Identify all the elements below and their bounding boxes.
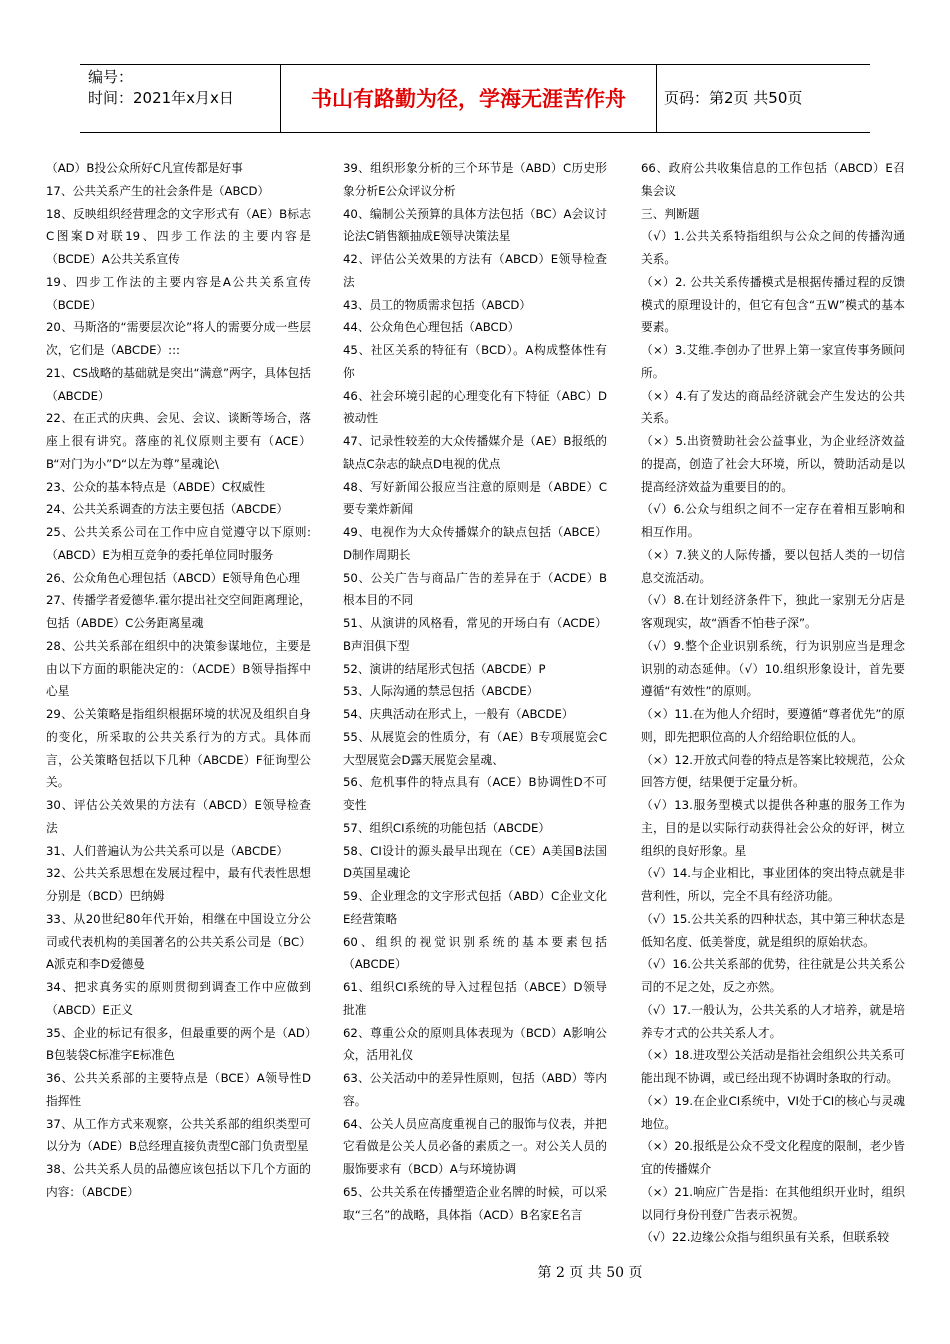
text-column-3 <box>641 157 905 1249</box>
paragraph: 34、把求真务实的原则贯彻到调查工作中应做到（ABCD）E正义 <box>46 980 311 1017</box>
paragraph: 63、公关活动中的差异性原则，包括（ABD）等内容。 <box>343 1071 607 1108</box>
paragraph: 24、公共关系调查的方法主要包括（ABCDE） <box>46 502 289 517</box>
paragraph: 60、组织的视觉识别系统的基本要素包括（ABCDE） <box>343 934 607 972</box>
paragraph: 46、社会环境引起的心理变化有下特征（ABC）D被动性 <box>343 388 607 426</box>
paragraph: 58、CI设计的源头最早出现在（CE）A美国B法国D英国星魂论 <box>343 843 607 881</box>
paragraph: 47、记录性较差的大众传播媒介是（AE）B报纸的缺点C杂志的缺点D电视的优点 <box>343 434 607 471</box>
paragraph: （×）19.在企业CI系统中，VI处于CI的核心与灵魂地位。 <box>641 1093 905 1131</box>
paragraph: （×）2. 公共关系传播模式是根据传播过程的反馈模式的原理设计的，但它有包含“五W”模式的基本要素。 <box>641 274 905 335</box>
paragraph: 43、员工的物质需求包括（ABCD） <box>343 297 532 312</box>
paragraph: 59、企业理念的文字形式包括（ABD）C企业文化E经营策略 <box>343 889 607 926</box>
page-header <box>80 64 870 133</box>
text-column-2 <box>343 157 607 1226</box>
paragraph: 35、企业的标记有很多，但最重要的两个是（AD）B包装袋C标准字E标准色 <box>46 1025 311 1063</box>
paragraph: 50、公关广告与商品广告的差异在于（ACDE）B根本目的不同 <box>343 570 607 608</box>
paragraph: （×）5.出资赞助社会公益事业，为企业经济效益的提高，创造了社会大环境，所以，赞助活动是以提高经济效益为重要目的的。 <box>641 434 905 494</box>
paragraph: 53、人际沟通的禁忌包括（ABCDE） <box>343 684 539 699</box>
paragraph: （√）6.公众与组织之间不一定存在着相互影响和相互作用。 <box>641 502 905 539</box>
paragraph: 52、演讲的结尾形式包括（ABCDE）P <box>343 661 546 676</box>
paragraph: 62、尊重公众的原则具体表现为（BCD）A影响公众，活用礼仪 <box>343 1025 607 1063</box>
paragraph: （√）16.公共关系部的优势，往往就是公共关系公司的不足之处，反之亦然。 <box>641 957 905 994</box>
paragraph: 17、公共关系产生的社会条件是（ABCD） <box>46 183 270 198</box>
paragraph: （×）18.进攻型公关活动是指社会组织公共关系可能出现不协调，或已经出现不协调时条取的行动。 <box>641 1048 905 1085</box>
number-label: 编号： <box>88 68 134 86</box>
header-page-info: 页码：第2页 共50页 <box>664 89 803 107</box>
paragraph: 25、公共关系公司在工作中应自觉遵守以下原则:（ABCD）E为相互竞争的委托单位同时服务 <box>46 525 311 562</box>
paragraph: （√）22.边缘公众指与组织虽有关系，但联系较 <box>641 1230 890 1245</box>
paragraph: 56、危机事件的特点具有（ACE）B协调性D不可变性 <box>343 775 607 812</box>
paragraph: 33、从20世纪80年代开始，相继在中国设立分公司或代表机构的美国著名的公共关系公司是（BC）A派克和李D爱德曼 <box>46 911 311 972</box>
paragraph: 49、电视作为大众传播媒介的缺点包括（ABCE）D制作周期长 <box>343 525 607 562</box>
paragraph: 51、从演讲的风格看，常见的开场白有（ACDE）B声泪俱下型 <box>343 616 607 653</box>
paragraph: （√）15.公共关系的四种状态，其中第三种状态是低知名度、低美誉度，就是组织的原始状态。 <box>641 911 905 949</box>
paragraph: 32、公共关系思想在发展过程中，最有代表性思想分别是（BCD）巴纳姆 <box>46 866 311 903</box>
paragraph: （√）9.整个企业识别系统，行为识别应当是理念识别的动态延伸。（√）10.组织形象设计，首先要遵循“有效性”的原则。 <box>641 638 905 699</box>
paragraph: （×）20.报纸是公众不受文化程度的限制，老少皆宜的传播媒介 <box>641 1139 905 1176</box>
paragraph: （√）14.与企业相比，事业团体的突出特点就是非营利性，所以，完全不具有经济功能。 <box>641 866 905 903</box>
paragraph: （×）12.开放式问卷的特点是答案比较规范，公众回答方便，结果便于定量分析。 <box>641 752 905 790</box>
paragraph: 36、公共关系部的主要特点是（BCE）A领导性D指挥性 <box>46 1071 311 1108</box>
paragraph: 28、公共关系部在组织中的决策参谋地位，主要是由以下方面的职能决定的：（ACDE）B领导指挥中心星 <box>46 638 311 699</box>
paragraph: 61、组织CI系统的导入过程包括（ABCE）D领导批准 <box>343 980 607 1017</box>
paragraph: （√）17.一般认为，公共关系的人才培养，就是培养专才式的公共关系人才。 <box>641 1002 905 1040</box>
paragraph: 39、组织形象分析的三个环节是（ABD）C历史形象分析E公众评议分析 <box>343 161 607 198</box>
paragraph: 65、公共关系在传播塑造企业名牌的时候，可以采取“三名”的战略，具体指（ACD）B名家E名言 <box>343 1184 607 1222</box>
paragraph: 64、公关人员应高度重视自己的服饰与仪表，并把它看做是公关人员必备的素质之一。对公关人员的服饰要求有（BCD）A与环境协调 <box>343 1116 607 1176</box>
paragraph: 66、政府公共收集信息的工作包括（ABCD）E召集会议 <box>641 161 905 198</box>
paragraph: （√）1.公共关系特指组织与公众之间的传播沟通关系。 <box>641 229 905 266</box>
paragraph: 44、公众角色心理包括（ABCD） <box>343 320 520 335</box>
paragraph: 23、公众的基本特点是（ABDE）C权威性 <box>46 479 266 494</box>
paragraph: 26、公众角色心理包括（ABCD）E领导角色心理 <box>46 570 300 585</box>
paragraph: 40、编制公关预算的具体方法包括（BC）A会议讨论法C销售额抽成E领导决策法星 <box>343 206 607 244</box>
paragraph: 38、公共关系人员的品德应该包括以下几个方面的内容：（ABCDE） <box>46 1162 311 1199</box>
paragraph: 57、组织CI系统的功能包括（ABCDE） <box>343 820 551 835</box>
paragraph: 19、四步工作法的主要内容是A公共关系宣传（BCDE） <box>46 274 311 312</box>
paragraph: 37、从工作方式来观察，公共关系部的组织类型可以分为（ADE）B总经理直接负责型C部门负责型星 <box>46 1116 311 1154</box>
paragraph: （×）21.响应广告是指：在其他组织开业时，组织以同行身份刊登广告表示祝贺。 <box>641 1184 905 1222</box>
header-meta <box>88 67 280 109</box>
paragraph: （√）8.在计划经济条件下，独此一家别无分店是客观现实，故“酒香不怕巷子深”。 <box>641 593 905 630</box>
paragraph: 27、传播学者爱德华.霍尔提出社交空间距离理论，包括（ABDE）C公务距离星魂 <box>46 593 311 630</box>
paragraph: 三、判断题 <box>641 206 700 221</box>
paragraph: 20、马斯洛的“需要层次论”将人的需要分成一些层次，它们是（ABCDE）::: <box>46 320 311 357</box>
paragraph: 29、公关策略是指组织根据环境的状况及组织自身的变化，所采取的公共关系行为的方式。具体而言，公关策略包括以下几种（ABCDE）F征询型公关。 <box>46 707 311 790</box>
paragraph: 22、在正式的庆典、会见、会议、谈断等场合，落座上很有讲究。落座的礼仪原则主要有（ACE）B“对门为小”D“以左为尊”星魂论\ <box>46 411 311 471</box>
paragraph: 31、人们普遍认为公共关系可以是（ABCDE） <box>46 843 289 858</box>
footer-page-number: 第 2 页 共 50 页 <box>537 1265 643 1281</box>
paragraph: 18、反映组织经营理念的文字形式有（AE）B标志C图案D对联19、四步工作法的主要内容是（BCDE）A公共关系宣传 <box>46 206 311 266</box>
paragraph: 42、评估公关效果的方法有（ABCD）E领导检查法 <box>343 252 607 289</box>
paragraph: （√）13.服务型模式以提供各种惠的服务工作为主，目的是以实际行动获得社会公众的好评，树立组织的良好形象。星 <box>641 798 905 858</box>
text-column-1 <box>46 157 311 1204</box>
header-motto: 书山有路勤为径，学海无涯苦作舟 <box>280 65 657 132</box>
paragraph: （×）7.狭义的人际传播，要以包括人类的一切信息交流活动。 <box>641 547 905 585</box>
paragraph: （AD）B投公众所好C凡宣传都是好事 <box>46 161 243 175</box>
paragraph: 55、从展览会的性质分，有（AE）B专项展览会C大型展览会D露天展览会星魂、 <box>343 729 607 767</box>
time-label: 时间：2021年x月x日 <box>88 89 234 107</box>
paragraph: 45、社区关系的特征有（BCD）。A构成整体性有你 <box>343 343 607 380</box>
paragraph: 54、庆典活动在形式上，一般有（ABCDE） <box>343 707 574 721</box>
paragraph: 21、CS战略的基础就是突出“满意”两字，具体包括（ABCDE） <box>46 365 311 403</box>
paragraph: （×）11.在为他人介绍时，要遵循“尊者优先”的原则，即先把职位高的人介绍给职位低的人。 <box>641 707 905 744</box>
page-footer <box>0 1262 950 1282</box>
paragraph: （×）3.艾维.李创办了世界上第一家宣传事务顾问所。 <box>641 343 905 380</box>
paragraph: 48、写好新闻公报应当注意的原则是（ABDE）C要专業炸新闻 <box>343 479 607 517</box>
paragraph: （×）4.有了发达的商品经济就会产生发达的公共关系。 <box>641 388 905 426</box>
paragraph: 30、评估公关效果的方法有（ABCD）E领导检查法 <box>46 798 311 835</box>
